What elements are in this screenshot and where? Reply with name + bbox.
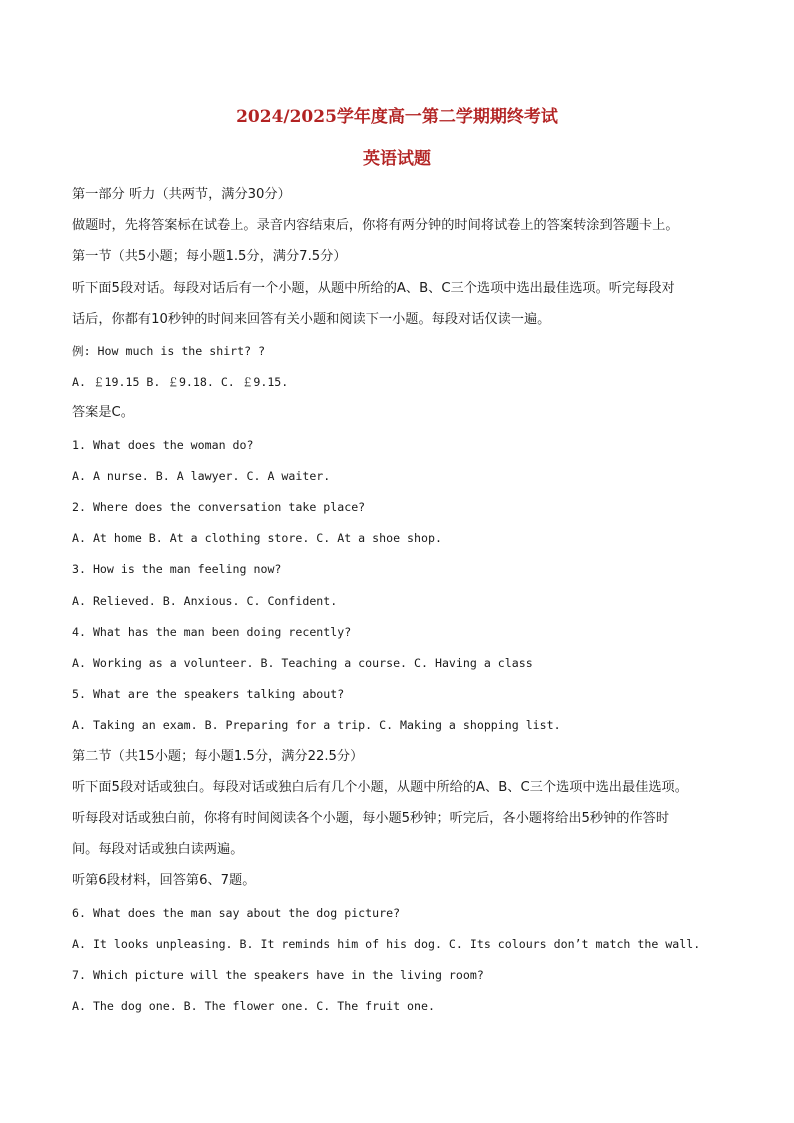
instruction-text: 听下面5段对话或独白。每段对话或独白后有几个小题，从题中所给的A、B、C三个选项中选出最佳选项。 — [72, 780, 688, 795]
subsection-heading: 第二节（共15小题；每小题1.5分，满分22.5分） — [72, 749, 364, 764]
question: 2. Where does the conversation take place? — [72, 500, 366, 514]
question-options: A. Working as a volunteer. B. Teaching a course. C. Having a class — [72, 656, 533, 670]
section-heading: 第一部分 听力（共两节，满分30分） — [72, 187, 291, 202]
question-options: A. Relieved. B. Anxious. C. Confident. — [72, 594, 338, 608]
instruction-text: 间。每段对话或独白读两遍。 — [72, 842, 244, 857]
exam-title: 2024/2025学年度高一第二学期期终考试 — [236, 107, 558, 127]
question: 7. Which picture will the speakers have in the living room? — [72, 968, 484, 982]
example-question: 例: How much is the shirt? ? — [72, 344, 266, 358]
question-options: A. At home B. At a clothing store. C. At a shoe shop. — [72, 531, 442, 545]
question-options: A. A nurse. B. A lawyer. C. A waiter. — [72, 469, 331, 483]
question-options: A. The dog one. B. The flower one. C. The fruit one. — [72, 999, 435, 1013]
instruction-text: 做题时，先将答案标在试卷上。录音内容结束后，你将有两分钟的时间将试卷上的答案转涂到答题卡上。 — [72, 218, 679, 233]
question: 6. What does the man say about the dog picture? — [72, 906, 401, 920]
question: 1. What does the woman do? — [72, 438, 254, 452]
exam-subtitle: 英语试题 — [363, 149, 431, 169]
instruction-text: 听每段对话或独白前，你将有时间阅读各个小题，每小题5秒钟；听完后，各小题将给出5秒钟的作答时 — [72, 811, 670, 826]
instruction-text: 话后，你都有10秒钟的时间来回答有关小题和阅读下一小题。每段对话仅读一遍。 — [72, 312, 551, 327]
example-options: A. ￡19.15 B. ￡9.18. C. ￡9.15. — [72, 375, 289, 389]
question: 4. What has the man been doing recently? — [72, 625, 352, 639]
question: 5. What are the speakers talking about? — [72, 687, 345, 701]
question-options: A. Taking an exam. B. Preparing for a trip. C. Making a shopping list. — [72, 718, 561, 732]
question: 3. How is the man feeling now? — [72, 562, 282, 576]
example-answer: 答案是C。 — [72, 405, 134, 420]
subsection-heading: 第一节（共5小题；每小题1.5分，满分7.5分） — [72, 249, 347, 264]
instruction-text: 听下面5段对话。每段对话后有一个小题，从题中所给的A、B、C三个选项中选出最佳选项。听完每段对 — [72, 281, 675, 296]
material-instruction: 听第6段材料，回答第6、7题。 — [72, 873, 256, 888]
question-options: A. It looks unpleasing. B. It reminds him of his dog. C. Its colours don’t match the wall. — [72, 937, 701, 951]
